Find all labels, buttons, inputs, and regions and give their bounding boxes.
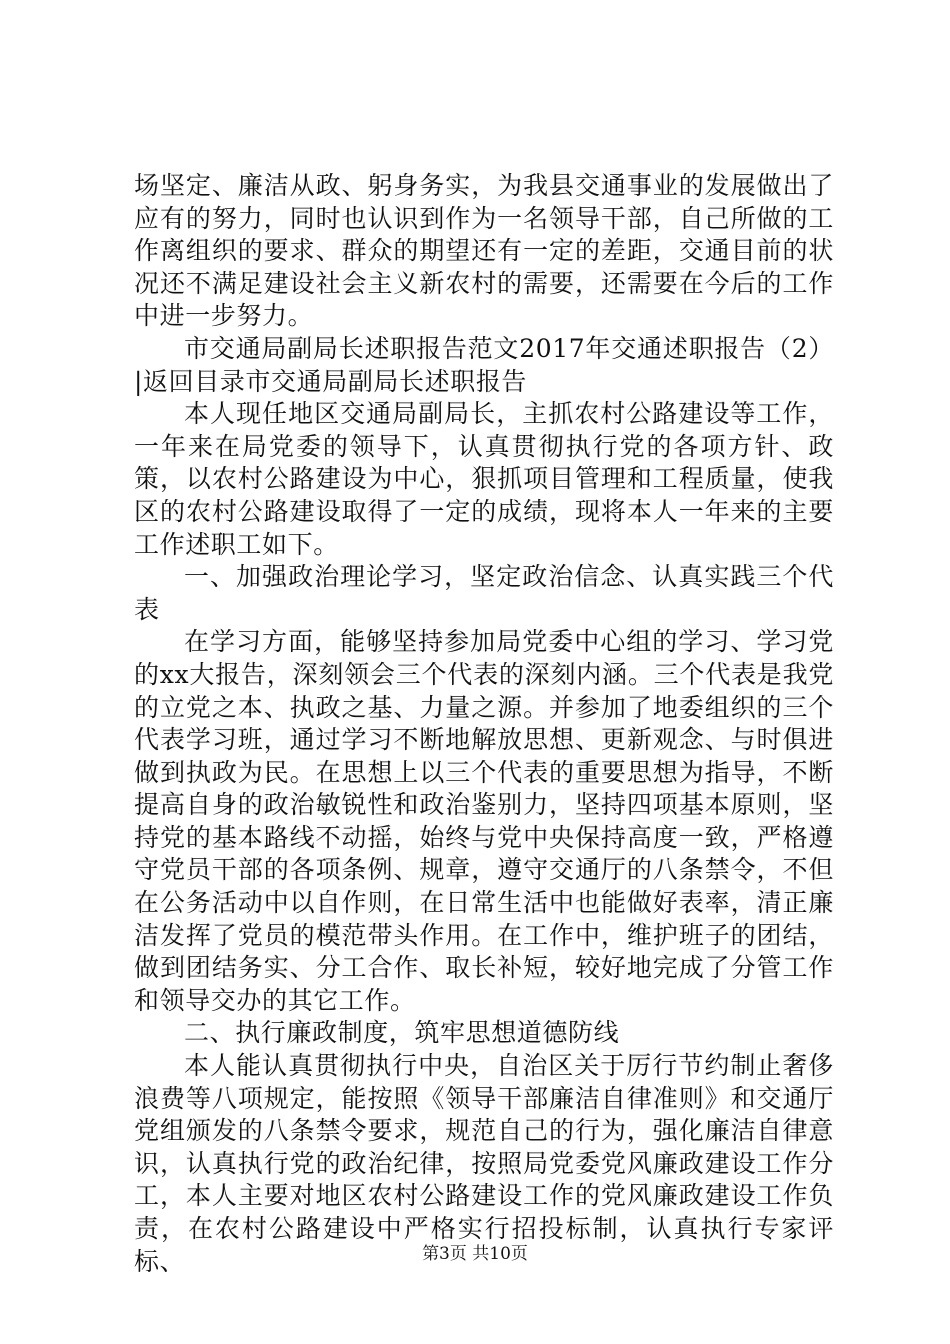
paragraph-section-title: 市交通局副局长述职报告范文2017年交通述职报告（2）|返回目录市交通局副局长述职报告 (134, 333, 834, 396)
paragraph-integrity-system: 本人能认真贯彻执行中央，自治区关于厉行节约制止奢侈浪费等八项规定，能按照《领导干部廉洁自律准则》和交通厅党组颁发的八条禁令要求，规范自己的行为，强化廉洁自律意识，认真执行党的政治纪律，按照局党委党风廉政建设工作分工，本人主要对地区农村公路建设工作的党风廉政建设工作负责，在农村公路建设中严格实行招投标制，认真执行专家评标、 (134, 1051, 834, 1276)
document-body (134, 170, 834, 1278)
heading-political-study: 一、加强政治理论学习，坚定政治信念、认真实践三个代表 (134, 562, 834, 624)
paragraph-continuation: 场坚定、廉洁从政、躬身务实，为我县交通事业的发展做出了应有的努力，同时也认识到作为一名领导干部，自己所做的工作离组织的要求、群众的期望还有一定的差距，交通目前的状况还不满足建设社会主义新农村的需要，还需要在今后的工作中进一步努力。 (134, 171, 834, 331)
paragraph-introduction: 本人现任地区交通局副局长，主抓农村公路建设等工作，一年来在局党委的领导下，认真贯彻执行党的各项方针、政策，以农村公路建设为中心，狠抓项目管理和工程质量，使我区的农村公路建设取得了一定的成绩，现将本人一年来的主要工作述职工如下。 (134, 399, 834, 559)
paragraph-political-study: 在学习方面，能够坚持参加局党委中心组的学习、学习党的xx大报告，深刻领会三个代表的深刻内涵。三个代表是我党的立党之本、执政之基、力量之源。并参加了地委组织的三个代表学习班，通过学习不断地解放思想、更新观念、与时俱进做到执政为民。在思想上以三个代表的重要思想为指导，不断提高自身的政治敏锐性和政治鉴别力，坚持四项基本原则，坚持党的基本路线不动摇，始终与党中央保持高度一致，严格遵守党员干部的各项条例、规章，遵守交通厅的八条禁令，不但在公务活动中以自作则，在日常生活中也能做好表率，清正廉洁发挥了党员的模范带头作用。在工作中，维护班子的团结，做到团结务实、分工合作、取长补短，较好地完成了分管工作和领导交办的其它工作。 (134, 627, 834, 1015)
heading-integrity-system: 二、执行廉政制度，筑牢思想道德防线 (184, 1018, 620, 1048)
page-number-footer: 第3页 共10页 (422, 1244, 528, 1264)
